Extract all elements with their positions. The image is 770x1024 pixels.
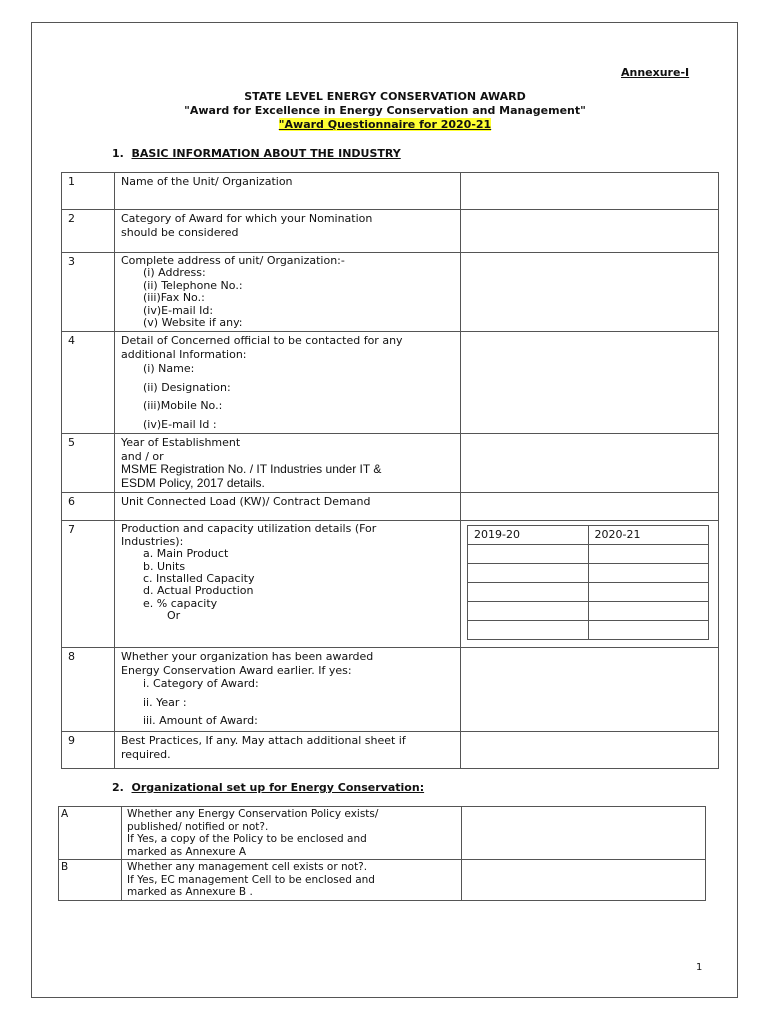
organizational-setup-table [58, 806, 706, 901]
question-line: should be considered [121, 225, 239, 239]
answer-cell[interactable] [461, 648, 719, 732]
grid-cell[interactable] [468, 602, 589, 621]
question-cell [115, 332, 461, 434]
grid-cell[interactable] [588, 621, 709, 640]
table-row [62, 332, 719, 434]
sub-item: iii. Amount of Award: [143, 714, 258, 728]
sub-item: ii. Year : [143, 695, 187, 709]
row-number: 3 [62, 253, 115, 332]
grid-cell[interactable] [588, 545, 709, 564]
question-cell [115, 253, 461, 332]
question-line: required. [121, 747, 171, 761]
question-line: Industries): [121, 534, 184, 548]
sub-item: (i) Address: [143, 266, 206, 280]
table-row [62, 173, 719, 210]
question-line: Complete address of unit/ Organization:- [121, 254, 345, 267]
table-row [59, 860, 706, 901]
table-row [62, 648, 719, 732]
question-line: and / or [121, 449, 164, 463]
sub-item: (iii)Mobile No.: [143, 399, 223, 413]
section-1-title: BASIC INFORMATION ABOUT THE INDUSTRY [131, 147, 401, 160]
table-row [62, 210, 719, 253]
or-label: Or [167, 609, 181, 623]
answer-cell[interactable] [461, 434, 719, 493]
question-line: Category of Award for which your Nomination [121, 212, 373, 225]
row-number: 8 [62, 648, 115, 732]
row-number: 2 [62, 210, 115, 253]
table-row [62, 253, 719, 332]
section-1-heading [112, 147, 401, 160]
table-row [62, 732, 719, 769]
question-cell [122, 807, 462, 860]
question-cell [115, 648, 461, 732]
table-row [62, 434, 719, 493]
question-line: marked as Annexure A [127, 845, 247, 858]
sub-item: (ii) Designation: [143, 380, 231, 394]
year-header: 2019-20 [468, 526, 589, 545]
question-cell: Name of the Unit/ Organization [115, 173, 461, 210]
question-line: Whether any management cell exists or not?. [127, 861, 368, 873]
section-1-number: 1. [112, 147, 124, 160]
answer-cell[interactable] [461, 732, 719, 769]
year-header: 2020-21 [588, 526, 709, 545]
question-line: ESDM Policy, 2017 details. [121, 475, 265, 490]
sub-item: (iv)E-mail Id : [143, 417, 217, 431]
question-cell [122, 860, 462, 901]
grid-cell[interactable] [588, 602, 709, 621]
answer-cell[interactable] [462, 807, 706, 860]
question-cell: Unit Connected Load (KW)/ Contract Demand [115, 493, 461, 521]
answer-cell[interactable] [461, 173, 719, 210]
question-line: Best Practices, If any. May attach additional sheet if [121, 734, 406, 748]
question-line: Detail of Concerned official to be contacted for any [121, 334, 403, 348]
grid-cell[interactable] [468, 621, 589, 640]
table-row [62, 521, 719, 648]
question-cell [115, 732, 461, 769]
award-title: STATE LEVEL ENERGY CONSERVATION AWARD [244, 90, 526, 103]
sub-item: c. Installed Capacity [143, 572, 255, 586]
row-number: 1 [62, 173, 115, 210]
answer-cell[interactable] [461, 493, 719, 521]
question-line: Whether your organization has been awarded [121, 650, 374, 664]
questionnaire-title-text: "Award Questionnaire for 2020-21 [278, 118, 492, 131]
row-number: 6 [62, 493, 115, 521]
table-row [59, 807, 706, 860]
basic-info-table [61, 172, 719, 769]
sub-item: (ii) Telephone No.: [143, 278, 243, 292]
grid-cell[interactable] [588, 564, 709, 583]
questionnaire-title [0, 118, 770, 131]
question-cell [115, 210, 461, 253]
question-line: marked as Annexure B . [127, 886, 253, 898]
sub-item: b. Units [143, 559, 186, 573]
section-2-number: 2. [112, 781, 124, 794]
sub-item: d. Actual Production [143, 584, 254, 598]
row-number: 5 [62, 434, 115, 493]
sub-item: (v) Website if any: [143, 316, 243, 330]
row-number: 9 [62, 732, 115, 769]
sub-item: (iii)Fax No.: [143, 291, 205, 305]
grid-cell[interactable] [468, 545, 589, 564]
sub-item: e. % capacity [143, 596, 218, 610]
question-line: Whether any Energy Conservation Policy exists/ [127, 808, 379, 820]
row-label: A [59, 807, 122, 860]
question-line: Energy Conservation Award earlier. If yes: [121, 663, 352, 677]
grid-cell[interactable] [468, 564, 589, 583]
table-row [62, 493, 719, 521]
section-2-title: Organizational set up for Energy Conservation: [131, 781, 425, 794]
answer-cell[interactable] [462, 860, 706, 901]
question-line: published/ notified or not?. [127, 820, 269, 833]
grid-cell[interactable] [468, 583, 589, 602]
question-cell [115, 434, 461, 493]
question-line: Production and capacity utilization details (For [121, 522, 377, 536]
annexure-label: Annexure-I [621, 66, 690, 79]
question-line: If Yes, a copy of the Policy to be enclosed and [127, 833, 367, 845]
row-number: 7 [62, 521, 115, 648]
section-2-heading [112, 781, 424, 794]
question-line: MSME Registration No. / IT Industries under IT & [121, 462, 382, 477]
sub-item: (i) Name: [143, 362, 195, 376]
question-line: If Yes, EC management Cell to be enclosed and [127, 873, 375, 886]
answer-cell[interactable] [461, 253, 719, 332]
row-label: B [59, 860, 122, 901]
year-grid [467, 525, 709, 640]
question-line: Year of Establishment [121, 436, 241, 450]
answer-cell[interactable] [461, 210, 719, 253]
question-line: additional Information: [121, 347, 247, 361]
question-cell [115, 521, 461, 648]
grid-cell[interactable] [588, 583, 709, 602]
sub-item: (iv)E-mail Id: [143, 303, 214, 317]
award-subtitle: "Award for Excellence in Energy Conservation and Management" [184, 104, 586, 117]
page-number: 1 [696, 962, 703, 973]
answer-cell[interactable] [461, 332, 719, 434]
row-number: 4 [62, 332, 115, 434]
sub-item: a. Main Product [143, 547, 229, 561]
sub-item: i. Category of Award: [143, 677, 259, 691]
answer-cell [461, 521, 719, 648]
